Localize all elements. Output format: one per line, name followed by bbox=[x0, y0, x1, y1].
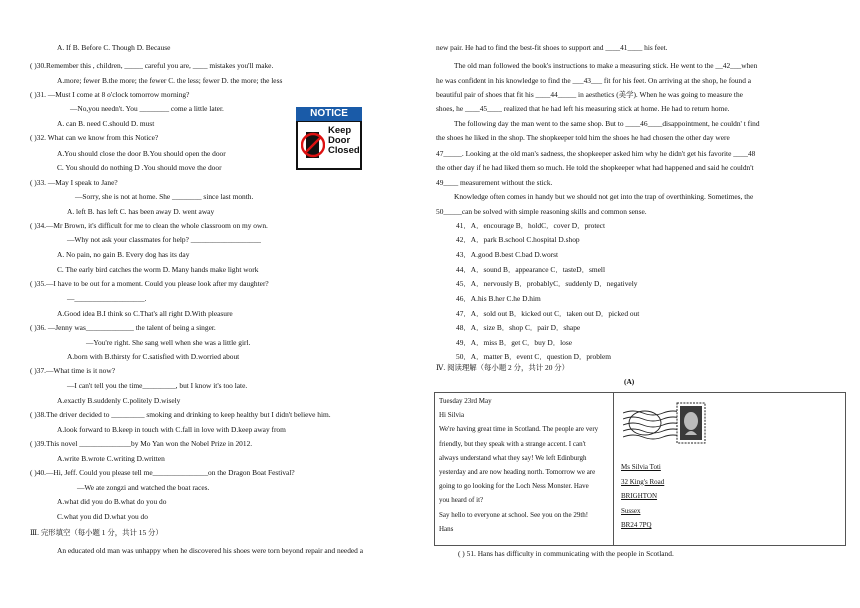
question-line: A.exactly B.suddenly C.politely D.wisely bbox=[57, 396, 181, 405]
option-line: 41．A．encourage B．holdC．cover D．protect bbox=[456, 221, 606, 230]
postcard-message-line: friendly, but they speak with a strange accent. I can't bbox=[439, 439, 586, 448]
option-line: 45．A．nervously B．probablyC．suddenly D．negatively bbox=[456, 279, 638, 288]
passage-line: the shoes he liked in the shop. The shopkeeper told him the shoes he had chosen the other day were bbox=[436, 133, 730, 142]
postcard-message-line: always understand what they say! We left Edinburgh bbox=[439, 453, 587, 462]
question-line: ( )34.—Mr Brown, it's difficult for me to clean the whole classroom on my own. bbox=[30, 221, 268, 230]
question-line: Ⅲ. 完形填空（每小题 1 分，共计 15 分） bbox=[30, 528, 163, 537]
option-line: 49．A．miss B．get C．buy D．lose bbox=[456, 338, 572, 347]
notice-body bbox=[298, 122, 360, 168]
option-line: 47．A．sold out B．kicked out C．taken out D．picked out bbox=[456, 309, 640, 318]
postcard-message-line: you heard of it? bbox=[439, 496, 484, 505]
question-line: ( )35.—I have to be out for a moment. Could you please look after my daughter? bbox=[30, 279, 269, 288]
question-51: ( ) 51. Hans has difficulty in communicating with the people in Scotland. bbox=[458, 549, 674, 558]
question-line: A.born with B.thirsty for C.satisfied with D.worried about bbox=[67, 352, 240, 361]
notice-line-3: Closed bbox=[328, 144, 360, 156]
question-line: ( )39.This novel ______________by Mo Yan won the Nobel Prize in 2012. bbox=[30, 439, 253, 448]
question-line: —Sorry, she is not at home. She ________ since last month. bbox=[75, 192, 254, 201]
option-line: 43．A.good B.best C.bad D.worst bbox=[456, 250, 559, 259]
question-line: ( )40.—Hi, Jeff. Could you please tell me_______________on the Dragon Boat Festival? bbox=[30, 468, 295, 477]
postcard-address-line: Ms Silvia Toti bbox=[621, 463, 661, 471]
question-line: A.what did you do B.what do you do bbox=[57, 497, 167, 506]
passage-line: the other day if he had liked them so much. He told the shopkeeper what had happened and said he couldn't bbox=[436, 163, 754, 172]
question-line: —We ate zongzi and watched the boat races. bbox=[77, 483, 210, 492]
passage-line: 47_____. Looking at the old man's sadness, the shopkeeper asked him why he didn't get his favorite ____48 bbox=[436, 149, 756, 158]
postcard-address-line: 32 King's Road bbox=[621, 477, 665, 486]
question-line: An educated old man was unhappy when he discovered his shoes were torn beyond repair and needed a bbox=[57, 546, 363, 555]
question-line: A.look forward to B.keep in touch with C.fall in love with D.keep away from bbox=[57, 425, 286, 434]
question-line: C. You should do nothing D .You should move the door bbox=[57, 163, 222, 172]
question-line: A.Good idea B.I think so C.That's all right D.With pleasure bbox=[57, 309, 233, 318]
notice-line-1: Keep bbox=[328, 125, 352, 136]
option-line: 44．A．sound B．appearance C．tasteD．smell bbox=[456, 265, 606, 274]
postcard-message-line: Hans bbox=[439, 524, 454, 533]
question-line: A. No pain, no gain B. Every dog has its day bbox=[57, 250, 190, 259]
postcard-message-line: yesterday and are now heading north. Tomorrow we are bbox=[439, 468, 596, 476]
notice-sign bbox=[296, 107, 362, 170]
option-line: 48．A．size B．shop C．pair D．shape bbox=[456, 323, 581, 332]
notice-text bbox=[328, 126, 360, 156]
passage-line: 49____ measurement without the stick. bbox=[436, 178, 553, 187]
question-line: ( )38.The driver decided to _________ smoking and drinking to keep healthy but I didn't believe him. bbox=[30, 410, 331, 419]
passage-line: new pair. He had to find the best-fit shoes to support and ____41____ his feet. bbox=[436, 43, 668, 52]
question-line: C.what you did D.what you do bbox=[57, 512, 148, 521]
passage-line: shoes, he ____45____ realized that he had left his measuring stick at home. He had to return home. bbox=[436, 104, 730, 113]
question-line: A.more; fewer B.the more; the fewer C. the less; fewer D. the more; the less bbox=[57, 76, 283, 85]
postcard-address-line: Sussex bbox=[621, 506, 641, 515]
passage-line: The old man followed the book's instructions to make a measuring stick. He went to the __42___when bbox=[454, 61, 758, 70]
question-line: —No,you needn't. You ________ come a little later. bbox=[70, 104, 224, 113]
postcard-message-line: We're having great time in Scotland. The people are very bbox=[439, 425, 599, 434]
notice-header: NOTICE bbox=[296, 107, 362, 121]
question-line: —Why not ask your classmates for help? ___________________ bbox=[67, 235, 261, 244]
option-line: 46．A.his B.her C.he D.him bbox=[456, 294, 541, 303]
question-line: ( )31. —Must I come at 8 o'clock tomorrow morning? bbox=[30, 90, 190, 99]
passage-line: beautiful pair of shoes that fit his ____44_____ in aesthetics (美学). When he was going to measure the bbox=[436, 90, 743, 99]
postcard-message-line: going to go looking for the Loch Ness Monster. Have bbox=[439, 482, 589, 491]
question-line: ( )36. —Jenny was_____________ the talent of being a singer. bbox=[30, 323, 216, 332]
option-line: 50．A．matter B．event C．question D．problem bbox=[456, 352, 611, 361]
question-line: —I can't tell you the time_________, but I know it's too late. bbox=[67, 381, 248, 390]
question-line: —___________________. bbox=[67, 294, 147, 303]
postcard-divider bbox=[613, 393, 614, 545]
question-line: C. The early bird catches the worm D. Many hands make light work bbox=[57, 265, 259, 274]
postcard-message-line: Hi Silvia bbox=[439, 411, 465, 420]
postcard bbox=[434, 392, 846, 546]
question-line: ( )37.—What time is it now? bbox=[30, 366, 115, 375]
passage-line: Knowledge often comes in handy but we should not get into the trap of overthinking. Sometimes, the bbox=[454, 192, 754, 201]
passage-line: 50_____can be solved with simple reasoning skills and common sense. bbox=[436, 207, 647, 216]
question-line: A. can B. need C.should D. must bbox=[57, 119, 155, 128]
postcard-address-line: BR24 7PQ bbox=[621, 521, 652, 529]
question-line: A. If B. Before C. Though D. Because bbox=[57, 43, 171, 52]
no-door-icon bbox=[301, 127, 325, 163]
question-line: A.write B.wrote C.writing D.written bbox=[57, 454, 165, 463]
postcard-message-line: Say hello to everyone at school. See you on the 29th! bbox=[439, 510, 589, 519]
section-4-title: Ⅳ. 阅读理解（每小题 2 分，共计 20 分） bbox=[436, 363, 570, 372]
question-line: ( )32. What can we know from this Notice? bbox=[30, 133, 159, 142]
question-line: ( )30.Remember this , children, _____ careful you are, ____ mistakes you'll make. bbox=[30, 61, 274, 70]
question-line: ( )33. —May I speak to Jane? bbox=[30, 178, 118, 187]
passage-line: he was confident in his knowledge to find the ___43___ fit for his feet. On arriving at the shop, he found a bbox=[436, 76, 752, 85]
postcard-address-line: BRIGHTON bbox=[621, 492, 658, 500]
option-line: 42．A．park B.school C.hospital D.shop bbox=[456, 235, 580, 244]
passage-line: The following day the man went to the same shop. But to ____46____disappointment, he couldn' t find bbox=[454, 119, 760, 128]
postmark-stamp-icon bbox=[623, 399, 707, 455]
postcard-message-line: Tuesday 23rd May bbox=[439, 397, 492, 405]
question-line: A.You should close the door B.You should open the door bbox=[57, 149, 226, 158]
notice-line-2: Door bbox=[328, 134, 351, 146]
question-line: —You're right. She sang well when she was a little girl. bbox=[86, 338, 251, 347]
part-label: (A) bbox=[624, 377, 635, 386]
question-line: A. left B. has left C. has been away D. went away bbox=[67, 207, 215, 216]
